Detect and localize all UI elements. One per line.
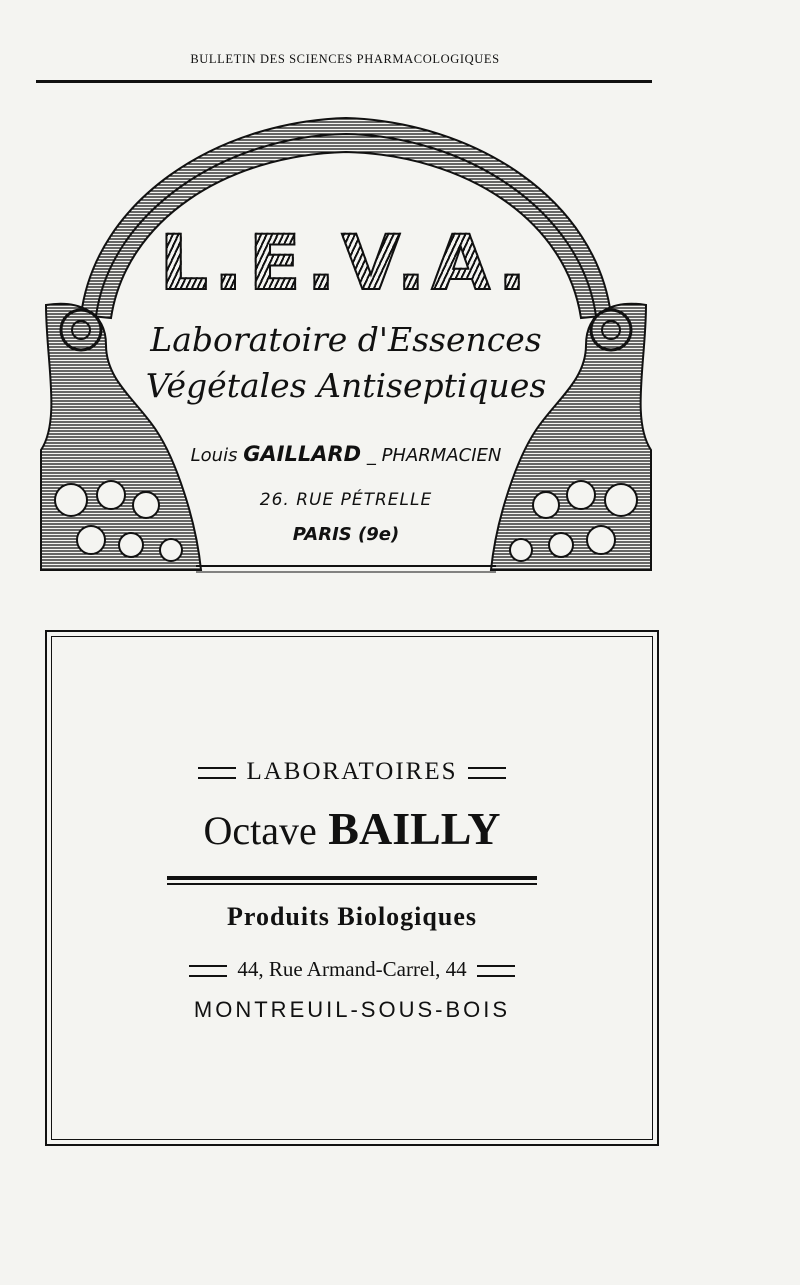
bailly-labs: LABORATOIRES [246,758,458,785]
bailly-city: MONTREUIL-SOUS-BOIS [193,997,511,1022]
bailly-products: Produits Biologiques [227,902,477,931]
owner-separator: _ [366,445,376,466]
leva-advertisement [36,100,656,580]
double-rule-left [189,965,227,977]
page-header: BULLETIN DES SCIENCES PHARMACOLOGIQUES [190,52,500,66]
double-rule-right [468,767,506,779]
leva-pharmacist [36,442,656,466]
bailly-address: 44, Rue Armand-Carrel, 44 [237,957,467,981]
leva-street: 26. RUE PÉTRELLE [259,490,433,510]
bailly-address-line [47,957,657,982]
leva-line1: Laboratoire d'Essences [150,320,542,359]
double-rule-left [198,767,236,779]
bailly-last-name: BAILLY [328,803,501,854]
bailly-advertisement [45,630,659,1146]
bailly-labs-line [47,758,657,786]
owner-first-name: Louis [190,445,238,466]
double-rule-right [477,965,515,977]
bailly-name [47,802,657,855]
bailly-thick-rule [167,876,537,880]
bailly-inner-frame [51,636,653,1140]
bailly-thin-rule [167,883,537,885]
leva-line2: Végétales Antiseptiques [145,366,547,405]
leva-acronym: L.E.V.A. [36,218,656,307]
owner-title: PHARMACIEN [381,445,502,466]
bailly-first-name: Octave [203,808,317,853]
leva-city: PARIS (9e) [292,524,400,545]
header-rule [36,80,652,83]
owner-last-name: GAILLARD [243,442,362,466]
